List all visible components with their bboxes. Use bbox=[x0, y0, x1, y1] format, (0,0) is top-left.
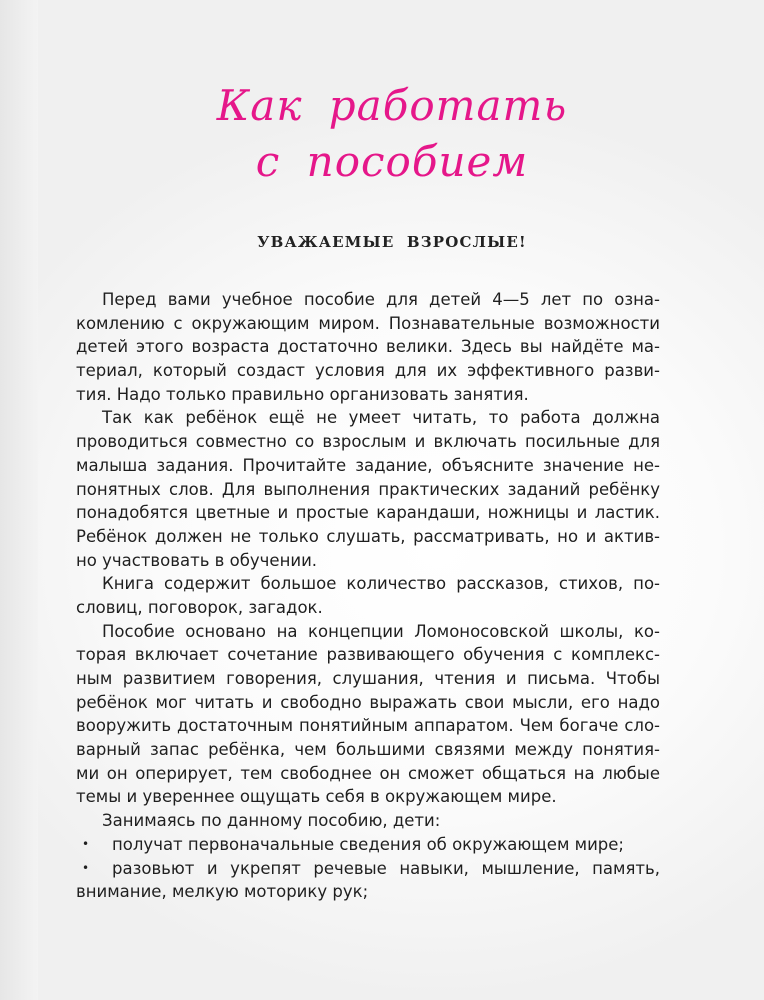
text-line: Книга содержит большое количество рассказов, стихов, по- bbox=[102, 574, 660, 594]
text-line: Ребёнок должен не только слушать, рассматривать, но и актив- bbox=[76, 526, 660, 546]
text-line: проводиться совместно со взрослым и включать посильные для bbox=[76, 432, 660, 452]
bullet-item bbox=[76, 857, 660, 881]
text-line: териал, который создаст условия для их эффективного разви- bbox=[76, 361, 660, 381]
text-line: Перед вами учебное пособие для детей 4—5 лет по озна- bbox=[102, 290, 660, 309]
bullet-text: разовьют и укрепят речевые навыки, мышление, память, bbox=[112, 858, 660, 878]
section-heading: УВАЖАЕМЫЕ ВЗРОСЛЫЕ! bbox=[257, 233, 527, 251]
text-line: торая включает сочетание развивающего обучения с комплекс- bbox=[76, 645, 660, 665]
text-line: ми он оперирует, тем свободнее он сможет общаться на любые bbox=[76, 763, 660, 783]
text-line: малыша задания. Прочитайте задание, объясните значение не- bbox=[76, 455, 660, 475]
text-line: внимание, мелкую моторику рук; bbox=[76, 882, 369, 902]
text-line: комлению с окружающим миром. Познавательные возможности bbox=[76, 313, 660, 333]
bullet-item bbox=[76, 833, 660, 857]
text-line: Так как ребёнок ещё не умеет читать, то работа должна bbox=[102, 408, 660, 428]
page-title-line-1: Как работать bbox=[216, 81, 568, 130]
text-line: детей этого возраста достаточно велики. Здесь вы найдёте ма- bbox=[76, 337, 660, 357]
bullet-text: получат первоначальные сведения об окружающем мире; bbox=[112, 834, 624, 854]
text-line: темы и увереннее ощущать себя в окружающем мире. bbox=[76, 787, 557, 807]
text-line: понятных слов. Для выполнения практических заданий ребёнку bbox=[76, 479, 660, 499]
text-line: ребёнок мог читать и свободно выражать свои мысли, его надо bbox=[76, 692, 660, 712]
text-line: Занимаясь по данному пособию, дети: bbox=[102, 811, 441, 831]
text-line: ным развитием говорения, слушания, чтения и письма. Чтобы bbox=[76, 669, 660, 688]
page-title-line-2: с пособием bbox=[255, 137, 529, 186]
text-line: варный запас ребёнка, чем большими связями между понятия- bbox=[76, 740, 660, 760]
text-line: словиц, поговорок, загадок. bbox=[76, 597, 323, 617]
text-line: тия. Надо только правильно организовать занятия. bbox=[76, 384, 529, 404]
text-line: вооружить достаточным понятийным аппаратом. Чем богаче сло- bbox=[76, 716, 660, 736]
bullet-marker: • bbox=[82, 860, 90, 875]
text-line: понадобятся цветные и простые карандаши, ножницы и ластик. bbox=[76, 503, 660, 523]
text-line: но участвовать в обучении. bbox=[76, 550, 318, 570]
text-line: Пособие основано на концепции Ломоносовской школы, ко- bbox=[102, 621, 660, 641]
body-text bbox=[76, 288, 660, 904]
bullet-marker: • bbox=[82, 836, 90, 851]
